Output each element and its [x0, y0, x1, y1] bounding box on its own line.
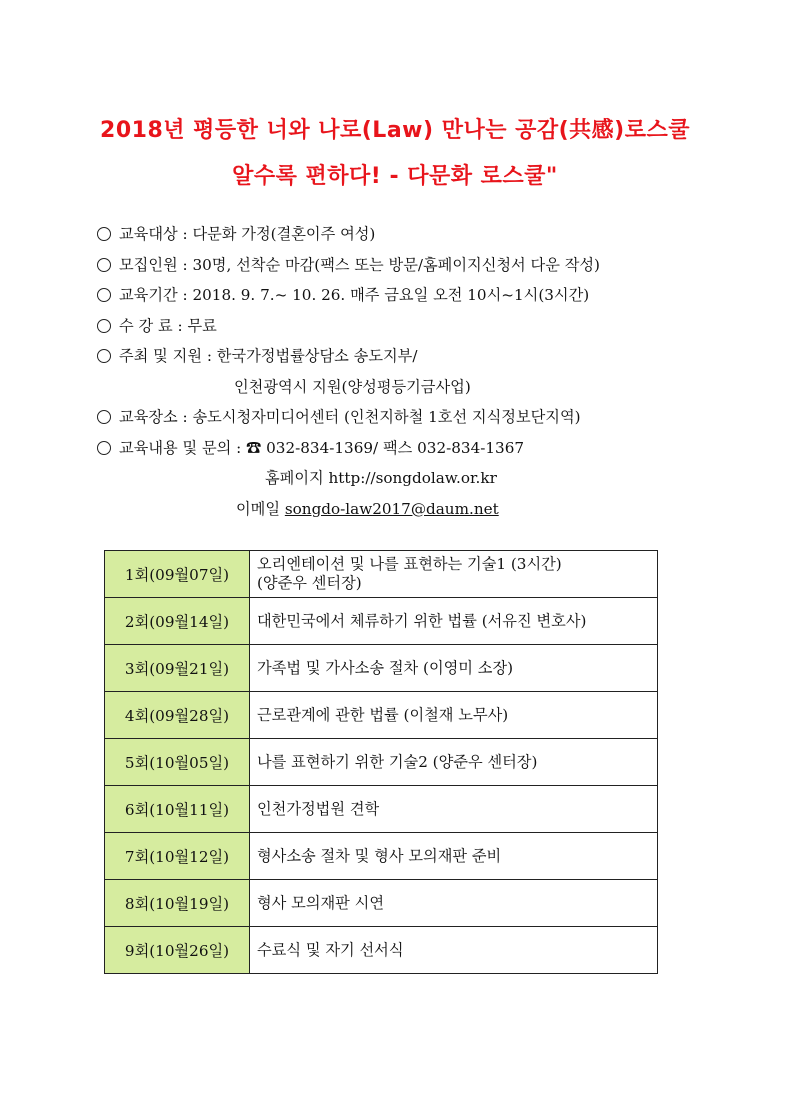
session-topic-cell — [250, 645, 658, 692]
schedule-row — [105, 551, 658, 598]
session-topic-cell — [250, 833, 658, 880]
session-date-cell: 8회(10월19일) — [105, 880, 250, 927]
title-line-1: 2018년 평등한 너와 나로(Law) 만나는 공감(共感)로스쿨 — [100, 118, 690, 143]
schedule-table — [104, 550, 658, 974]
session-topic-cell — [250, 786, 658, 833]
info-fee: 수 강 료 : 무료 — [97, 314, 757, 345]
session-topic-cell — [250, 880, 658, 927]
schedule-body — [105, 551, 658, 974]
session-topic-text: 인천가정법원 견학 — [257, 799, 380, 818]
circle-bullet-icon — [97, 349, 111, 363]
info-target: 교육대상 : 다문화 가정(결혼이주 여성) — [97, 222, 757, 253]
info-host-line2: 인천광역시 지원(양성평등기금사업) — [234, 377, 471, 396]
session-topic-text: 형사 모의재판 시연 — [257, 893, 385, 912]
title-line-2: 알수록 편하다! - 다문화 로스쿨" — [232, 164, 558, 189]
circle-bullet-icon — [97, 258, 111, 272]
info-period: 교육기간 : 2018. 9. 7.~ 10. 26. 매주 금요일 오전 10시~1시(3시간) — [97, 283, 757, 314]
session-topic-text: 형사소송 절차 및 형사 모의재판 준비 — [257, 846, 502, 865]
session-date-cell: 3회(09월21일) — [105, 645, 250, 692]
circle-bullet-icon — [97, 441, 111, 455]
schedule-row — [105, 786, 658, 833]
session-date-cell: 7회(10월12일) — [105, 833, 250, 880]
schedule-row — [105, 598, 658, 645]
session-topic-cell — [250, 927, 658, 974]
session-topic-cell — [250, 739, 658, 786]
info-host: 주최 및 지원 : 한국가정법률상담소 송도지부/ — [97, 344, 757, 375]
session-topic-cell — [250, 692, 658, 739]
info-email-row — [97, 497, 757, 528]
session-date-cell: 9회(10월26일) — [105, 927, 250, 974]
info-recruit: 모집인원 : 30명, 선착순 마감(팩스 또는 방문/홈페이지신청서 다운 작성) — [97, 253, 757, 284]
session-topic-text: 나를 표현하기 위한 기술2 (양준우 센터장) — [257, 752, 538, 771]
circle-bullet-icon — [97, 227, 111, 241]
session-instructor-text: (양준우 센터장) — [257, 574, 362, 592]
info-homepage: 홈페이지 http://songdolaw.or.kr — [265, 469, 497, 487]
info-contact: 교육내용 및 문의 : ☎ 032-834-1369/ 팩스 032-834-1367 — [97, 436, 757, 467]
session-date-cell: 2회(09월14일) — [105, 598, 250, 645]
session-date-cell: 1회(09월07일) — [105, 551, 250, 598]
session-date-cell: 5회(10월05일) — [105, 739, 250, 786]
session-topic-text: 수료식 및 자기 선서식 — [257, 940, 404, 959]
email-link[interactable]: songdo-law2017@daum.net — [284, 499, 499, 518]
schedule-row — [105, 739, 658, 786]
info-section — [97, 222, 757, 527]
circle-bullet-icon — [97, 288, 111, 302]
email-label: 이메일 — [236, 499, 281, 518]
info-place: 교육장소 : 송도시청자미디어센터 (인천지하철 1호선 지식정보단지역) — [97, 405, 757, 436]
session-topic-cell — [250, 598, 658, 645]
session-topic-text: 오리엔테이션 및 나를 표현하는 기술1 (3시간) — [257, 555, 562, 573]
circle-bullet-icon — [97, 319, 111, 333]
schedule-row — [105, 645, 658, 692]
circle-bullet-icon — [97, 410, 111, 424]
schedule-row — [105, 880, 658, 927]
schedule-row — [105, 927, 658, 974]
session-topic-text: 대한민국에서 체류하기 위한 법률 (서유진 변호사) — [257, 611, 587, 630]
session-topic-cell — [250, 551, 658, 598]
schedule-row — [105, 692, 658, 739]
session-topic-text: 근로관계에 관한 법률 (이철재 노무사) — [257, 705, 509, 724]
session-date-cell: 6회(10월11일) — [105, 786, 250, 833]
schedule-row — [105, 833, 658, 880]
session-topic-text: 가족법 및 가사소송 절차 (이영미 소장) — [257, 658, 514, 677]
session-date-cell: 4회(09월28일) — [105, 692, 250, 739]
